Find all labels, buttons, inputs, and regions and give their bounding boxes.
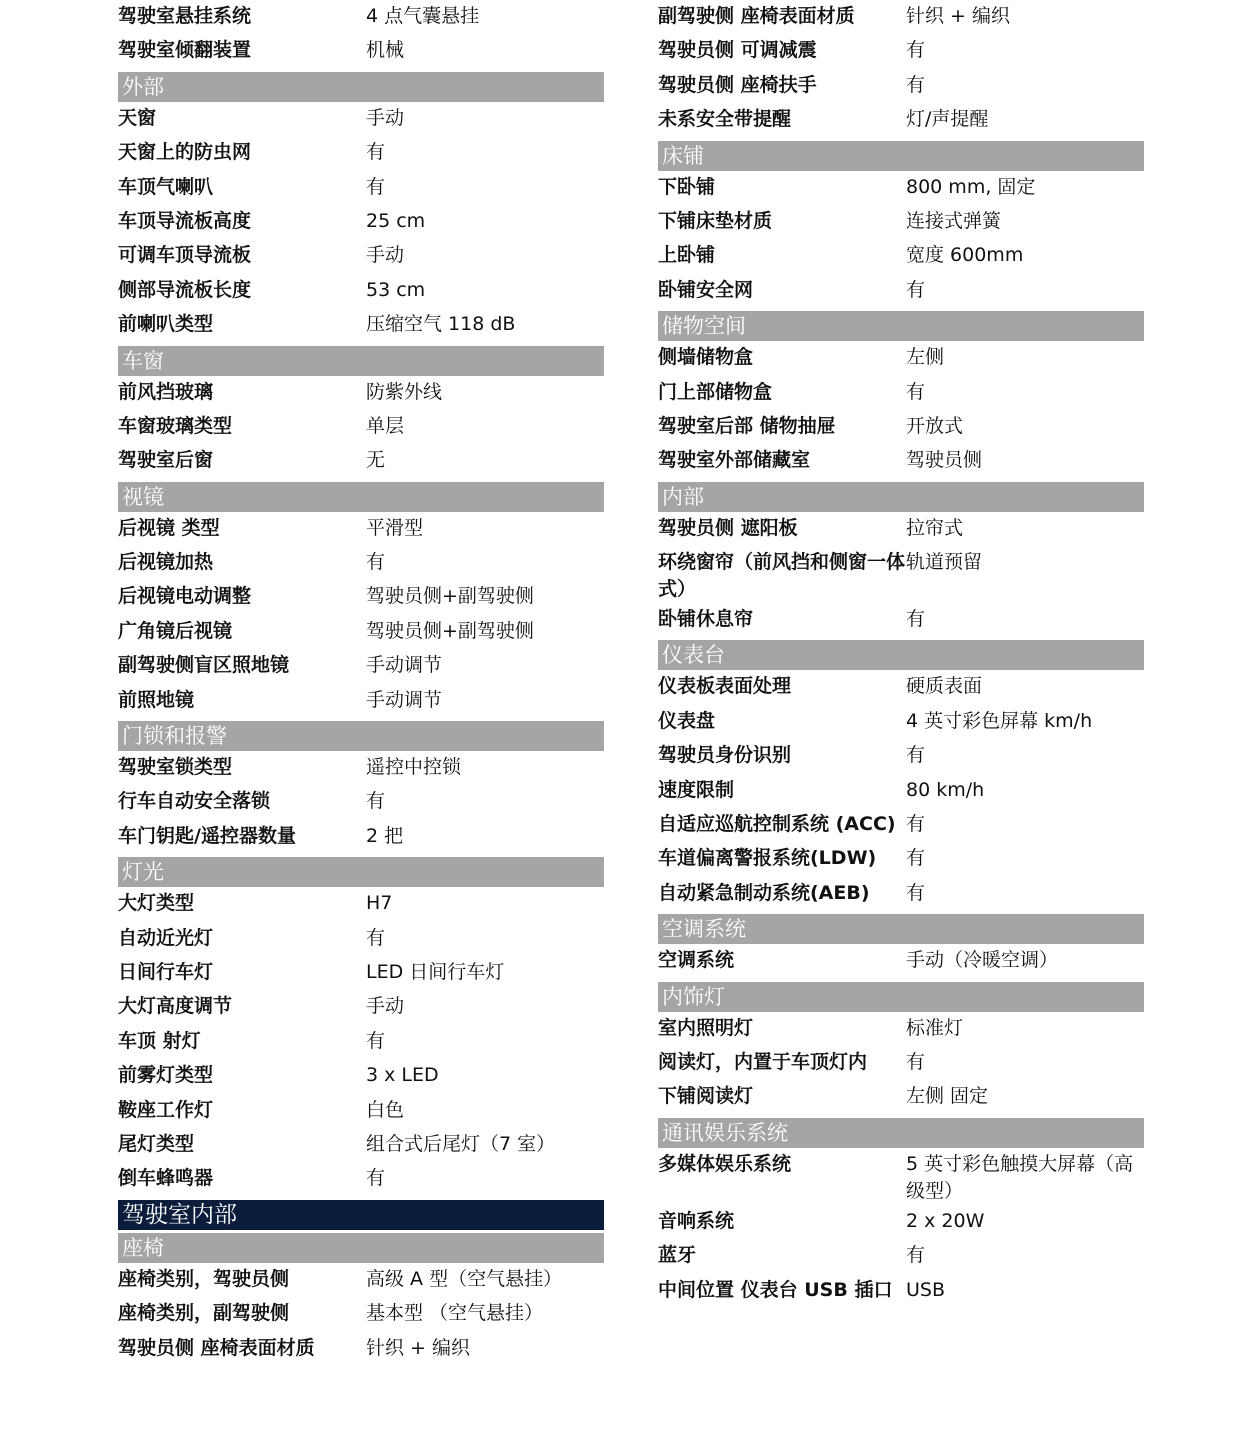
spec-label: 环绕窗帘（前风挡和侧窗一体式）: [658, 551, 906, 601]
spec-label: 门上部储物盒: [658, 380, 773, 403]
spec-row: [658, 69, 1144, 103]
spec-label: 空调系统: [658, 949, 735, 972]
spec-row: [658, 705, 1144, 739]
section-header: 内饰灯: [658, 982, 1144, 1012]
spec-label: 广角镜后视镜: [118, 619, 233, 642]
spec-value: H7: [366, 892, 393, 915]
spec-value: 针织 + 编织: [366, 1336, 470, 1359]
spec-value: 53 cm: [366, 278, 426, 301]
spec-row: [658, 603, 1144, 637]
spec-value: 有: [906, 73, 926, 96]
spec-label: 副驾驶侧盲区照地镜: [118, 654, 290, 677]
spec-row: [658, 1080, 1144, 1114]
spec-row: [118, 1263, 604, 1297]
spec-label: 副驾驶侧 座椅表面材质: [658, 5, 855, 27]
spec-row: [658, 1012, 1144, 1046]
spec-value: 手动调节: [366, 688, 443, 711]
spec-value: 25 cm: [366, 209, 426, 232]
spec-row: [118, 649, 604, 683]
spec-label: 驾驶室锁类型: [118, 756, 233, 779]
spec-label: 前照地镜: [118, 688, 195, 711]
spec-value: 手动: [366, 995, 405, 1018]
spec-row: [118, 239, 604, 273]
spec-label: 速度限制: [658, 778, 735, 801]
spec-row: [658, 410, 1144, 444]
spec-row: [658, 774, 1144, 808]
spec-row: [118, 546, 604, 580]
spec-label: 座椅类别，副驾驶侧: [118, 1302, 290, 1325]
spec-label: 侧部导流板长度: [118, 278, 252, 301]
spec-label: 后视镜加热: [118, 551, 214, 574]
spec-row: [658, 808, 1144, 842]
spec-value: 有: [906, 380, 926, 403]
spec-label: 车道偏离警报系统(LDW): [658, 847, 877, 870]
spec-row: [658, 103, 1144, 137]
spec-label: 驾驶室倾翻装置: [118, 39, 252, 62]
section-header: 门锁和报警: [118, 721, 604, 751]
spec-row: [118, 274, 604, 308]
spec-row: [658, 0, 1144, 34]
spec-label: 座椅类别，驾驶员侧: [118, 1267, 290, 1290]
spec-value: USB: [906, 1278, 946, 1301]
spec-label: 车顶导流板高度: [118, 209, 252, 232]
spec-label: 驾驶员身份识别: [658, 744, 792, 767]
spec-value: 平滑型: [366, 516, 424, 539]
spec-row: [118, 376, 604, 410]
spec-value: 2 把: [366, 824, 404, 847]
section-header: 通讯娱乐系统: [658, 1118, 1144, 1148]
spec-row: [118, 580, 604, 614]
spec-label: 驾驶员侧 座椅扶手: [658, 73, 817, 96]
spec-label: 驾驶员侧 座椅表面材质: [118, 1336, 315, 1359]
spec-value: 防紫外线: [366, 380, 443, 403]
spec-row: [658, 274, 1144, 308]
section-header: 外部: [118, 72, 604, 102]
spec-value: 手动（冷暖空调）: [906, 949, 1059, 972]
section-header: 视镜: [118, 482, 604, 512]
spec-row: [658, 376, 1144, 410]
spec-row: [118, 1128, 604, 1162]
spec-row: [118, 1094, 604, 1128]
spec-label: 大灯高度调节: [118, 995, 233, 1018]
spec-label: 下卧铺: [658, 175, 716, 198]
spec-label: 仪表板表面处理: [658, 675, 792, 698]
spec-value: 宽度 600mm: [906, 244, 1024, 267]
spec-label: 下铺床垫材质: [658, 209, 773, 232]
spec-value: 3 x LED: [366, 1064, 439, 1087]
spec-row: [118, 1332, 604, 1366]
spec-label: 卧铺休息帘: [658, 608, 754, 631]
spec-value: 组合式后尾灯（7 室）: [366, 1132, 556, 1155]
spec-row: [118, 205, 604, 239]
spec-row: [118, 990, 604, 1024]
spec-label: 自动近光灯: [118, 926, 214, 949]
spec-row: [658, 1205, 1144, 1239]
spec-label: 日间行车灯: [118, 960, 214, 983]
spec-row: [658, 877, 1144, 911]
spec-value: 有: [906, 813, 926, 836]
spec-value: 压缩空气 118 dB: [366, 313, 516, 336]
spec-row: [118, 684, 604, 718]
spec-value: 有: [906, 39, 926, 62]
spec-label: 音响系统: [658, 1209, 735, 1232]
spec-row: [658, 842, 1144, 876]
spec-label: 行车自动安全落锁: [118, 790, 271, 813]
spec-column-right: [658, 0, 1144, 1308]
spec-value: 机械: [366, 39, 405, 62]
spec-label: 尾灯类型: [118, 1132, 195, 1155]
spec-row: [118, 956, 604, 990]
spec-value: 驾驶员侧+副驾驶侧: [366, 585, 534, 608]
spec-label: 上卧铺: [658, 244, 716, 267]
section-header: 座椅: [118, 1233, 604, 1263]
spec-value: 左侧 固定: [906, 1085, 989, 1108]
spec-row: [658, 444, 1144, 478]
spec-label: 前风挡玻璃: [118, 380, 214, 403]
spec-row: [658, 34, 1144, 68]
spec-row: [118, 751, 604, 785]
spec-row: [658, 944, 1144, 978]
spec-row: [658, 1148, 1144, 1205]
spec-value: 左侧: [906, 346, 945, 369]
spec-value: 4 英寸彩色屏幕 km/h: [906, 709, 1093, 732]
major-section-header: 驾驶室内部: [118, 1200, 604, 1230]
spec-label: 多媒体娱乐系统: [658, 1152, 792, 1175]
spec-value: 开放式: [906, 414, 964, 437]
spec-label: 前雾灯类型: [118, 1064, 214, 1087]
spec-value: 遥控中控锁: [366, 756, 462, 779]
spec-label: 倒车蜂鸣器: [118, 1167, 214, 1190]
spec-row: [658, 739, 1144, 773]
spec-row: [658, 1239, 1144, 1273]
spec-label: 后视镜 类型: [118, 516, 220, 539]
spec-label: 自适应巡航控制系统 (ACC): [658, 813, 896, 836]
spec-row: [658, 1046, 1144, 1080]
spec-row: [118, 0, 604, 34]
spec-value: 有: [906, 881, 926, 904]
spec-row: [658, 341, 1144, 375]
spec-row: [118, 171, 604, 205]
spec-value: 有: [906, 278, 926, 301]
spec-row: [658, 171, 1144, 205]
section-header: 内部: [658, 482, 1144, 512]
spec-value: 2 x 20W: [906, 1209, 985, 1232]
spec-label: 车顶气喇叭: [118, 175, 214, 198]
spec-label: 侧墙储物盒: [658, 346, 754, 369]
spec-label: 下铺阅读灯: [658, 1085, 754, 1108]
spec-value: 标准灯: [906, 1016, 964, 1039]
spec-value: 单层: [366, 414, 405, 437]
spec-value: 4 点气囊悬挂: [366, 5, 480, 27]
spec-value: 80 km/h: [906, 778, 985, 801]
spec-value: 针织 + 编织: [906, 5, 1010, 27]
spec-row: [118, 922, 604, 956]
spec-value: 手动: [366, 106, 405, 129]
spec-value: 基本型 （空气悬挂）: [366, 1302, 544, 1325]
spec-value: 高级 A 型（空气悬挂）: [366, 1267, 563, 1290]
spec-label: 前喇叭类型: [118, 313, 214, 336]
spec-label: 仪表盘: [658, 709, 716, 732]
spec-row: [118, 1025, 604, 1059]
spec-value: 白色: [366, 1098, 405, 1121]
spec-label: 驾驶室后窗: [118, 449, 214, 472]
spec-value: 有: [906, 847, 926, 870]
spec-row: [118, 410, 604, 444]
spec-label: 天窗: [118, 106, 157, 129]
section-header: 空调系统: [658, 914, 1144, 944]
spec-value: 有: [906, 744, 926, 767]
spec-label: 驾驶员侧 可调减震: [658, 39, 817, 62]
spec-row: [118, 34, 604, 68]
spec-value: 800 mm, 固定: [906, 175, 1036, 198]
section-header: 仪表台: [658, 640, 1144, 670]
spec-label: 蓝牙: [658, 1244, 697, 1267]
section-header: 灯光: [118, 857, 604, 887]
spec-value: 有: [366, 175, 386, 198]
spec-row: [658, 239, 1144, 273]
spec-label: 未系安全带提醒: [658, 108, 792, 131]
spec-value: 拉帘式: [906, 516, 964, 539]
spec-label: 驾驶室后部 储物抽屉: [658, 414, 836, 437]
spec-value: 5 英寸彩色触摸大屏幕（高级型）: [906, 1152, 1134, 1202]
spec-value: 有: [366, 926, 386, 949]
spec-label: 车门钥匙/遥控器数量: [118, 824, 296, 847]
spec-row: [118, 512, 604, 546]
spec-row: [118, 820, 604, 854]
spec-value: 有: [366, 1167, 386, 1190]
spec-label: 室内照明灯: [658, 1016, 754, 1039]
spec-label: 车顶 射灯: [118, 1029, 201, 1052]
spec-value: 连接式弹簧: [906, 209, 1002, 232]
spec-value: 驾驶员侧+副驾驶侧: [366, 619, 534, 642]
spec-value: 手动: [366, 244, 405, 267]
spec-value: 有: [366, 790, 386, 813]
spec-value: 硬质表面: [906, 675, 983, 698]
spec-label: 鞍座工作灯: [118, 1098, 214, 1121]
spec-row: [118, 136, 604, 170]
spec-row: [118, 887, 604, 921]
spec-label: 车窗玻璃类型: [118, 414, 233, 437]
spec-value: 灯/声提醒: [906, 108, 989, 131]
spec-label: 驾驶室外部储藏室: [658, 449, 811, 472]
spec-label: 天窗上的防虫网: [118, 141, 252, 164]
section-header: 储物空间: [658, 311, 1144, 341]
spec-label: 可调车顶导流板: [118, 244, 252, 267]
spec-row: [118, 1162, 604, 1196]
section-header: 床铺: [658, 141, 1144, 171]
spec-row: [658, 205, 1144, 239]
spec-value: 手动调节: [366, 654, 443, 677]
spec-label: 自动紧急制动系统(AEB): [658, 881, 870, 904]
spec-label: 驾驶室悬挂系统: [118, 5, 252, 27]
section-header: 车窗: [118, 346, 604, 376]
spec-value: 有: [366, 1029, 386, 1052]
spec-value: LED 日间行车灯: [366, 960, 505, 983]
spec-value: 轨道预留: [906, 551, 983, 574]
spec-row: [658, 546, 1144, 603]
spec-row: [658, 670, 1144, 704]
spec-label: 卧铺安全网: [658, 278, 754, 301]
spec-value: 驾驶员侧: [906, 449, 983, 472]
spec-row: [118, 1059, 604, 1093]
spec-label: 阅读灯，内置于车顶灯内: [658, 1050, 868, 1073]
spec-value: 有: [906, 1244, 926, 1267]
spec-value: 有: [366, 141, 386, 164]
spec-label: 后视镜电动调整: [118, 585, 252, 608]
spec-label: 中间位置 仪表台 USB 插口: [658, 1278, 893, 1301]
spec-value: 有: [906, 1050, 926, 1073]
spec-column-left: [118, 0, 604, 1366]
spec-row: [118, 102, 604, 136]
spec-label: 驾驶员侧 遮阳板: [658, 516, 798, 539]
spec-row: [658, 1274, 1144, 1308]
spec-value: 无: [366, 449, 386, 472]
spec-value: 有: [366, 551, 386, 574]
spec-value: 有: [906, 608, 926, 631]
spec-label: 大灯类型: [118, 892, 195, 915]
spec-row: [118, 615, 604, 649]
spec-row: [118, 785, 604, 819]
spec-row: [118, 308, 604, 342]
spec-row: [658, 512, 1144, 546]
spec-row: [118, 1297, 604, 1331]
spec-row: [118, 444, 604, 478]
